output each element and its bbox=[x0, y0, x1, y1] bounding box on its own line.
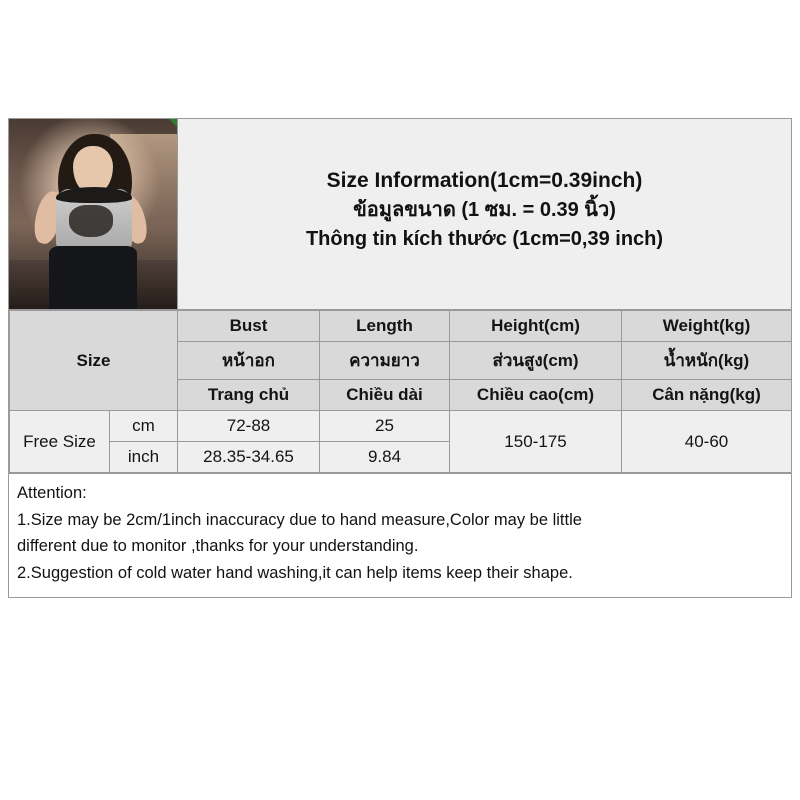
col-header-height-vi: Chiều cao(cm) bbox=[450, 380, 622, 411]
col-header-height-th: ส่วนสูง(cm) bbox=[450, 342, 622, 380]
col-header-length-vi: Chiều dài bbox=[320, 380, 450, 411]
value-length-inch: 9.84 bbox=[320, 442, 450, 473]
attention-heading: Attention: bbox=[17, 484, 87, 502]
unit-cm: cm bbox=[110, 411, 178, 442]
title-line-en: Size Information(1cm=0.39inch) bbox=[326, 168, 643, 192]
value-height: 150-175 bbox=[450, 411, 622, 473]
title-line-vi: Thông tin kích thước (1cm=0,39 inch) bbox=[305, 228, 664, 251]
col-header-bust-vi: Trang chủ bbox=[178, 380, 320, 411]
value-bust-inch: 28.35-34.65 bbox=[178, 442, 320, 473]
product-thumbnail bbox=[9, 119, 178, 309]
col-header-weight-th: น้ำหนัก(kg) bbox=[622, 342, 792, 380]
measurements-table bbox=[9, 310, 792, 473]
corner-marker-icon bbox=[169, 119, 178, 128]
col-header-bust-en: Bust bbox=[178, 311, 320, 342]
model-photo bbox=[9, 119, 177, 309]
value-bust-cm: 72-88 bbox=[178, 411, 320, 442]
attention-line-2: different due to monitor ,thanks for your understanding. bbox=[17, 537, 419, 556]
title-block bbox=[178, 119, 791, 309]
attention-line-1: 1.Size may be 2cm/1inch inaccuracy due to hand measure,Color may be little bbox=[17, 510, 582, 529]
col-header-weight-en: Weight(kg) bbox=[622, 311, 792, 342]
chart-header bbox=[9, 119, 791, 310]
table-row-cm bbox=[10, 411, 792, 442]
col-header-length-en: Length bbox=[320, 311, 450, 342]
col-header-length-th: ความยาว bbox=[320, 342, 450, 380]
value-length-cm: 25 bbox=[320, 411, 450, 442]
table-header-row-en bbox=[10, 311, 792, 342]
size-chart bbox=[8, 118, 792, 598]
attention-block bbox=[9, 473, 791, 597]
col-header-height-en: Height(cm) bbox=[450, 311, 622, 342]
value-weight: 40-60 bbox=[622, 411, 792, 473]
col-header-bust-th: หน้าอก bbox=[178, 342, 320, 380]
title-line-th: ข้อมูลขนาด (1 ซม. = 0.39 นิ้ว) bbox=[353, 199, 616, 222]
unit-inch: inch bbox=[110, 442, 178, 473]
col-header-weight-vi: Cân nặng(kg) bbox=[622, 380, 792, 411]
attention-line-3: 2.Suggestion of cold water hand washing,it can help items keep their shape. bbox=[17, 564, 573, 583]
size-header-cell: Size bbox=[10, 311, 178, 411]
row-label-free-size: Free Size bbox=[10, 411, 110, 473]
